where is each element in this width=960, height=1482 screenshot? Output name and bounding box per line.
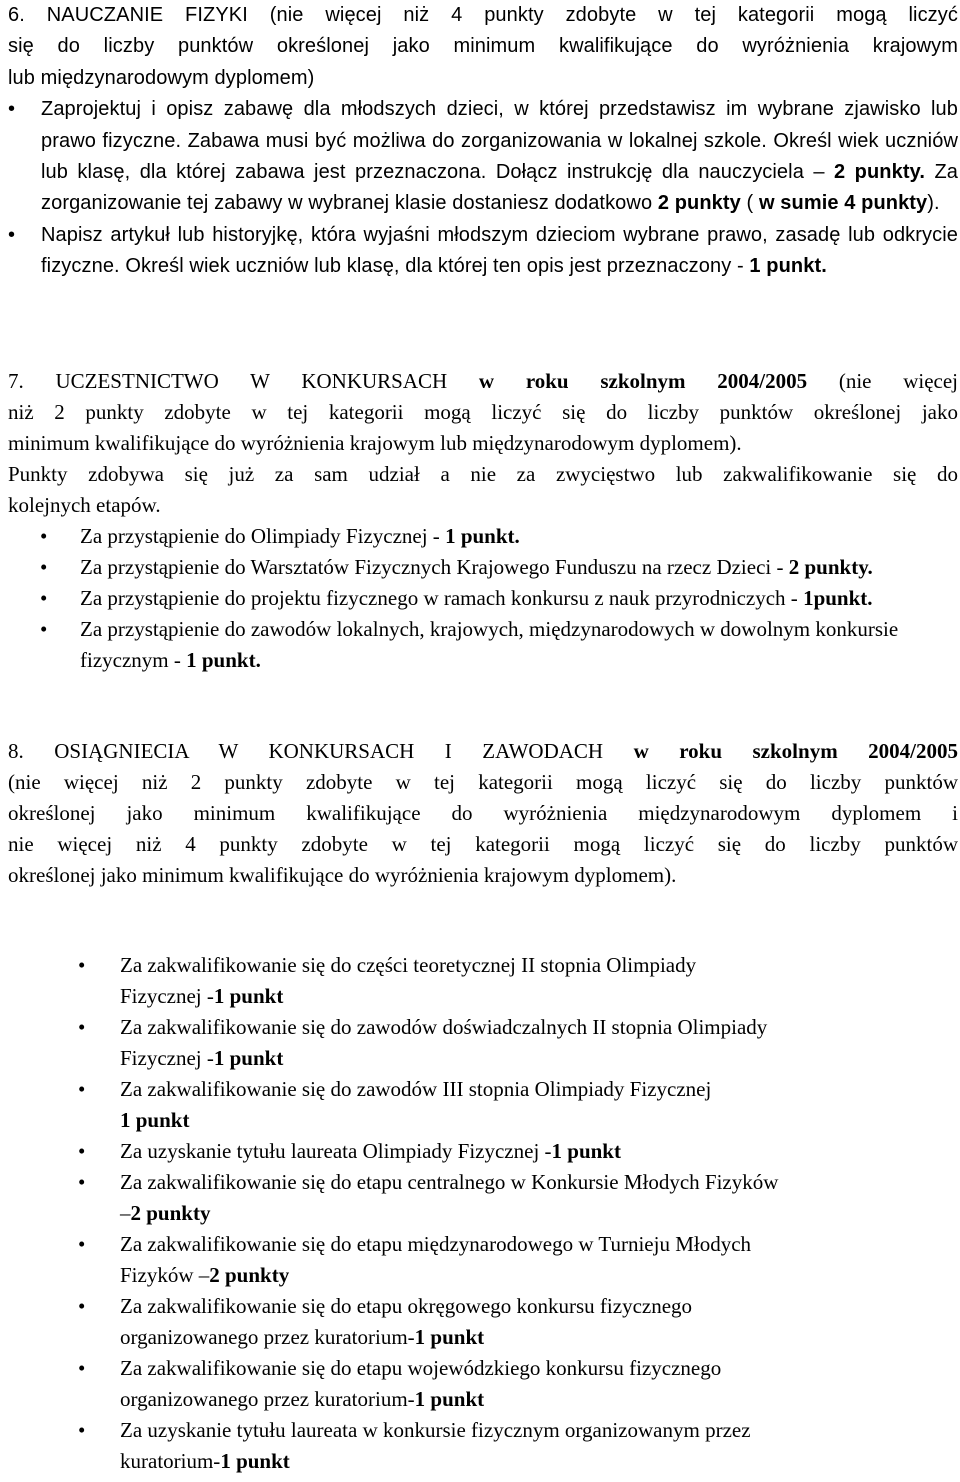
bullet-icon: • — [8, 98, 16, 121]
section-7-item — [8, 583, 958, 614]
bullet-icon: • — [78, 1232, 86, 1256]
section-8-note-line-2: określonej jako minimum kwalifikujące do wyróżnienia międzynarodowym dyplomem i — [8, 801, 958, 825]
section-8-item — [78, 1353, 958, 1415]
section-8-item — [78, 1012, 958, 1074]
section-7-note-line-4: Punkty zdobywa się już za sam udział a nie za zwycięstwo lub zakwalifikowanie się do — [8, 462, 958, 486]
section-6-heading-line-2: się do liczby punktów określonej jako minimum kwalifikujące do wyróżnienia krajowym — [8, 35, 958, 58]
section-7-note-line-5: kolejnych etapów. — [8, 493, 161, 517]
item-text: Za przystąpienie do projektu fizycznego w ramach konkursu z nauk przyrodniczych - — [80, 586, 804, 610]
section-8-item — [78, 950, 958, 1012]
section-8-item — [78, 1415, 958, 1477]
item-line-2: organizowanego przez kuratorium- — [120, 1325, 415, 1349]
item-line-2: Fizycznej - — [120, 984, 214, 1008]
section-8-item — [78, 1074, 958, 1136]
item-line-1: Za uzyskanie tytułu laureata Olimpiady Fizycznej - — [120, 1139, 552, 1163]
item-points: 2 punkty. — [788, 555, 873, 579]
item-points: 1 punkt — [414, 1387, 485, 1411]
section-7-item — [8, 521, 958, 552]
item-line-1: Za zakwalifikowanie się do etapu centralnego w Konkursie Młodych Fizyków — [120, 1170, 779, 1194]
bullet-icon: • — [40, 586, 48, 610]
item-points: 1 punkt — [414, 1325, 485, 1349]
bullet-icon: • — [78, 1170, 86, 1194]
item-line-1: Za zakwalifikowanie się do części teoretycznej II stopnia Olimpiady — [120, 953, 697, 977]
bullet-icon: • — [78, 1294, 86, 1318]
bullet-icon: • — [40, 524, 48, 548]
bullet-icon: • — [40, 617, 48, 641]
item-line-2: organizowanego przez kuratorium- — [120, 1387, 415, 1411]
item-text-continued: Za zorganizowanie tej zabawy w wybranej klasie dostaniesz dodatkowo — [41, 161, 958, 215]
bullet-icon: • — [40, 555, 48, 579]
item-text: Za przystąpienie do zawodów lokalnych, krajowych, międzynarodowych w dowolnym konkursie fizycznym - — [80, 617, 899, 672]
item-line-1: Za zakwalifikowanie się do zawodów III stopnia Olimpiady Fizycznej — [120, 1077, 712, 1101]
item-line-1: Za zakwalifikowanie się do etapu międzynarodowego w Turnieju Młodych — [120, 1232, 752, 1256]
item-points: 1punkt. — [803, 586, 873, 610]
section-8-item — [78, 1291, 958, 1353]
item-points: 2 punkty — [209, 1263, 290, 1287]
section-7-note-line-3: minimum kwalifikujące do wyróżnienia krajowym lub międzynarodowym dyplomem). — [8, 431, 742, 455]
item-line-2: Fizyków – — [120, 1263, 210, 1287]
section-8-number: 8. — [8, 739, 55, 763]
item-line-2: kuratorium- — [120, 1449, 221, 1473]
item-points: 1 punkt. — [445, 524, 520, 548]
item-points: 1 punkt — [120, 1108, 190, 1132]
bullet-icon: • — [78, 1418, 86, 1442]
section-7-title: UCZESTNICTWO W KONKURSACH — [55, 369, 448, 393]
item-points: 2 punkty. — [834, 161, 926, 184]
item-points: 1 punkt — [213, 1046, 284, 1070]
item-points: 1 punkt. — [186, 648, 261, 672]
item-text-end: ). — [927, 192, 940, 215]
bullet-icon: • — [78, 953, 86, 977]
item-points: 1 punkt. — [749, 255, 827, 278]
section-8-note-line-3: nie więcej niż 4 punkty zdobyte w tej kategorii mogą liczyć się do liczby punktów — [8, 832, 958, 856]
section-7-number: 7. — [8, 369, 56, 393]
section-7-item — [8, 614, 958, 676]
section-7-heading — [8, 366, 958, 397]
item-points: 1 punkt — [213, 984, 284, 1008]
section-7-note-start: (nie więcej — [807, 369, 959, 393]
section-7-note-line-2: niż 2 punkty zdobyte w tej kategorii mogą liczyć się do liczby punktów określonej jako — [8, 400, 958, 424]
bullet-icon: • — [78, 1077, 86, 1101]
item-line-2: – — [120, 1201, 131, 1225]
item-points: 1 punkt — [551, 1139, 621, 1163]
item-points-total: w sumie 4 punkty — [758, 192, 928, 215]
bullet-icon: • — [78, 1356, 86, 1380]
section-6-item-1 — [8, 94, 958, 220]
item-text: Za przystąpienie do Olimpiady Fizycznej - — [80, 524, 446, 548]
item-line-1: Za zakwalifikowanie się do etapu okręgowego konkursu fizycznego — [120, 1294, 693, 1318]
section-8 — [8, 736, 958, 891]
section-6-heading-line-1: 6. NAUCZANIE FIZYKI (nie więcej niż 4 punkty zdobyte w tej kategorii mogą liczyć — [8, 4, 958, 26]
item-points-extra: 2 punkty — [657, 192, 741, 215]
bullet-icon: • — [8, 223, 16, 246]
section-8-note-line-1: (nie więcej niż 2 punkty zdobyte w tej kategorii mogą liczyć się do liczby punktów — [8, 770, 958, 794]
item-line-1: Za zakwalifikowanie się do etapu wojewódzkiego konkursu fizycznego — [120, 1356, 722, 1380]
item-line-1: Za uzyskanie tytułu laureata w konkursie fizycznym organizowanym przez — [120, 1418, 751, 1442]
section-8-list — [78, 950, 958, 1477]
bullet-icon: • — [78, 1015, 86, 1039]
item-text: Napisz artykuł lub historyjkę, która wyjaśni młodszym dzieciom wybrane prawo, zasadę lub odkrycie fizyczne. Określ wiek uczniów lub klasę, dla której ten opis jest przeznaczony - — [41, 223, 958, 278]
section-8-note-line-4: określonej jako minimum kwalifikujące do wyróżnienia krajowym dyplomem). — [8, 863, 677, 887]
bullet-icon: • — [78, 1139, 86, 1163]
section-6-list — [8, 94, 958, 282]
item-text: Za przystąpienie do Warsztatów Fizycznych Krajowego Funduszu na rzecz Dzieci - — [80, 555, 789, 579]
section-6 — [8, 0, 958, 283]
section-8-item — [78, 1136, 958, 1167]
item-line-1: Za zakwalifikowanie się do zawodów doświadczalnych II stopnia Olimpiady — [120, 1015, 768, 1039]
section-6-item-2 — [8, 220, 958, 283]
section-7-year: w roku szkolnym 2004/2005 — [447, 369, 808, 393]
item-line-2: Fizycznej - — [120, 1046, 214, 1070]
section-8-title: OSIĄGNIECIA W KONKURSACH I ZAWODACH — [54, 739, 604, 763]
item-text: Zaprojektuj i opisz zabawę dla młodszych dzieci, w której przedstawisz im wybrane zjawisko lub prawo fizyczne. Zabawa musi być możliwa do zorganizowania w lokalnej szkole. Określ wiek uczniów lub klasę, dla której zabawa jest przeznaczona. Dołącz instrukcję dla nauczyciela – — [41, 98, 958, 184]
item-points: 1 punkt — [220, 1449, 290, 1473]
section-8-item — [78, 1167, 958, 1229]
section-7-item — [8, 552, 958, 583]
section-8-year: w roku szkolnym 2004/2005 — [603, 739, 959, 763]
item-text-paren: ( — [740, 192, 759, 215]
section-8-item — [78, 1229, 958, 1291]
section-7 — [8, 366, 958, 676]
section-7-list — [8, 521, 958, 676]
item-points: 2 punkty — [130, 1201, 211, 1225]
section-8-heading — [8, 736, 958, 767]
section-6-heading-line-3: lub międzynarodowym dyplomem) — [8, 66, 315, 89]
